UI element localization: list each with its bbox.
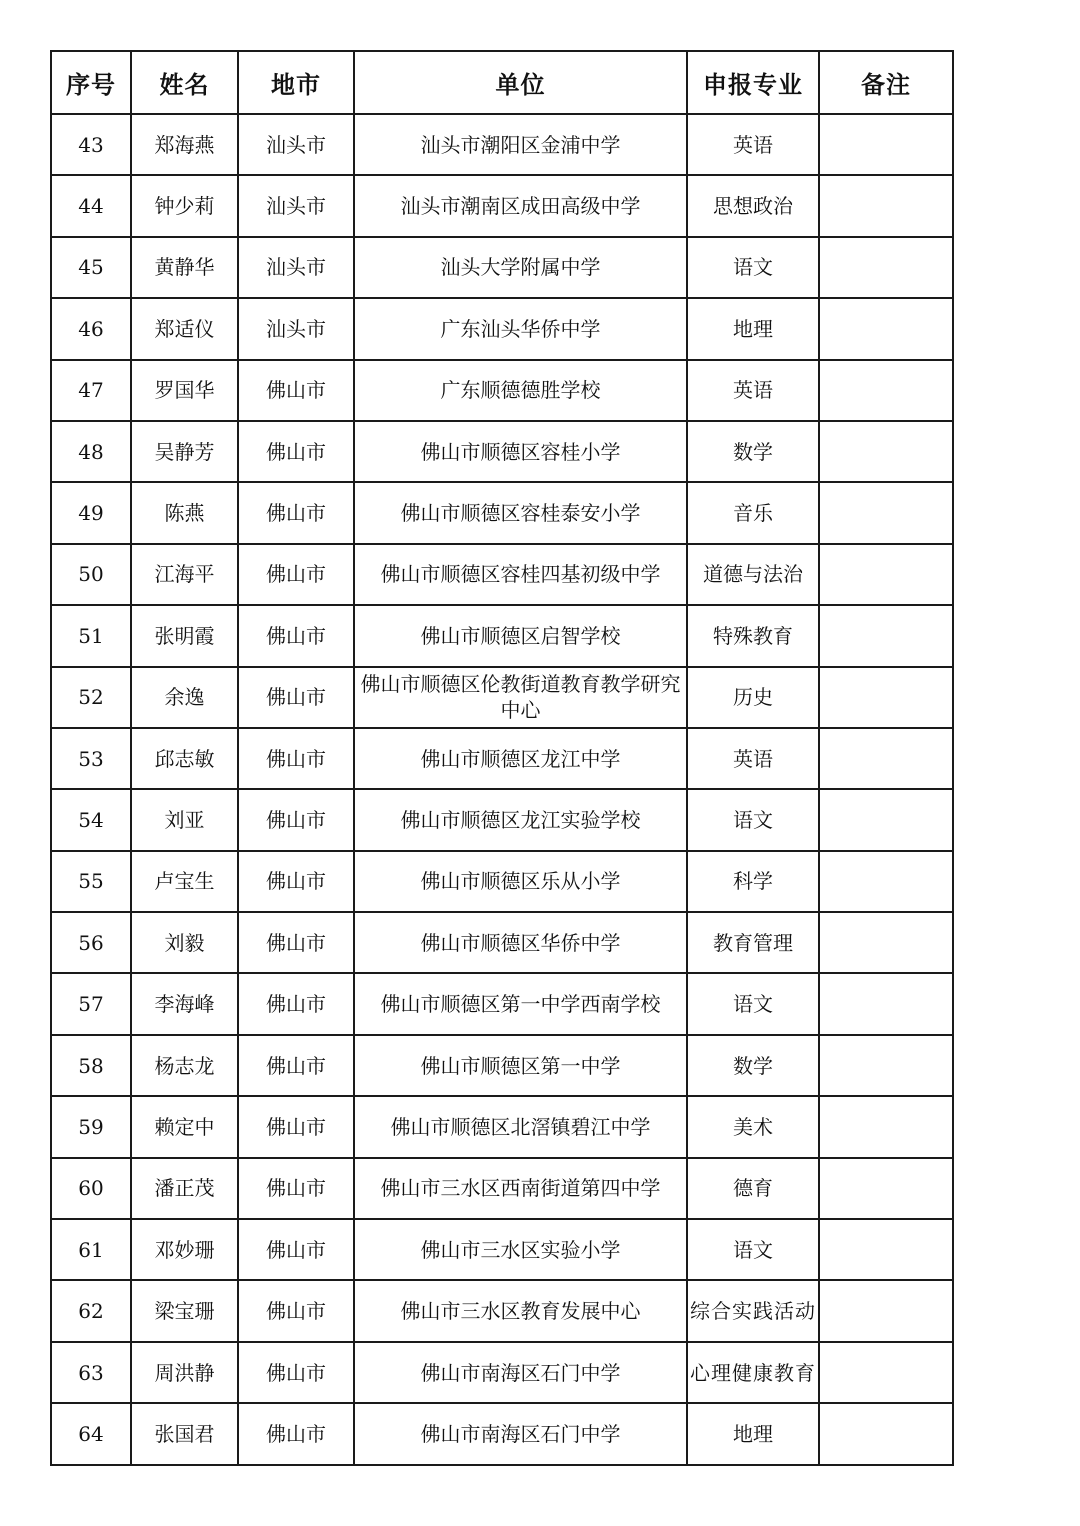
cell-no: 61 <box>51 1219 131 1280</box>
header-city: 地市 <box>238 51 354 114</box>
cell-name: 邱志敏 <box>131 728 238 789</box>
cell-no: 55 <box>51 851 131 912</box>
table-row <box>51 360 953 421</box>
cell-major: 数学 <box>687 1035 819 1096</box>
cell-city: 汕头市 <box>238 298 354 359</box>
cell-major: 综合实践活动 <box>687 1280 819 1341</box>
cell-no: 57 <box>51 973 131 1034</box>
cell-unit: 佛山市顺德区龙江中学 <box>354 728 687 789</box>
cell-city: 佛山市 <box>238 1403 354 1464</box>
cell-name: 潘正茂 <box>131 1158 238 1219</box>
table-row <box>51 482 953 543</box>
header-name: 姓名 <box>131 51 238 114</box>
table-row <box>51 789 953 850</box>
table-row <box>51 605 953 666</box>
cell-unit: 佛山市顺德区第一中学 <box>354 1035 687 1096</box>
cell-city: 佛山市 <box>238 1158 354 1219</box>
cell-city: 佛山市 <box>238 482 354 543</box>
cell-remark <box>819 482 953 543</box>
cell-name: 陈燕 <box>131 482 238 543</box>
cell-city: 佛山市 <box>238 1035 354 1096</box>
table-row <box>51 175 953 236</box>
cell-remark <box>819 605 953 666</box>
cell-name: 黄静华 <box>131 237 238 298</box>
cell-city: 佛山市 <box>238 1342 354 1403</box>
cell-remark <box>819 728 953 789</box>
cell-no: 51 <box>51 605 131 666</box>
cell-name: 邓妙珊 <box>131 1219 238 1280</box>
header-unit: 单位 <box>354 51 687 114</box>
cell-major: 音乐 <box>687 482 819 543</box>
cell-city: 佛山市 <box>238 1280 354 1341</box>
cell-remark <box>819 175 953 236</box>
cell-remark <box>819 298 953 359</box>
cell-city: 佛山市 <box>238 1219 354 1280</box>
cell-name: 刘亚 <box>131 789 238 850</box>
cell-no: 44 <box>51 175 131 236</box>
cell-major: 语文 <box>687 237 819 298</box>
cell-no: 64 <box>51 1403 131 1464</box>
cell-city: 佛山市 <box>238 605 354 666</box>
table-row <box>51 1280 953 1341</box>
cell-name: 郑海燕 <box>131 114 238 175</box>
cell-no: 63 <box>51 1342 131 1403</box>
cell-unit: 佛山市三水区实验小学 <box>354 1219 687 1280</box>
cell-remark <box>819 114 953 175</box>
cell-unit: 广东汕头华侨中学 <box>354 298 687 359</box>
cell-city: 佛山市 <box>238 789 354 850</box>
cell-name: 梁宝珊 <box>131 1280 238 1341</box>
table-row <box>51 912 953 973</box>
header-remark: 备注 <box>819 51 953 114</box>
cell-remark <box>819 667 953 728</box>
cell-unit: 汕头市潮南区成田高级中学 <box>354 175 687 236</box>
cell-major: 地理 <box>687 1403 819 1464</box>
table-row <box>51 667 953 728</box>
table-header <box>51 51 953 114</box>
cell-city: 佛山市 <box>238 421 354 482</box>
cell-major: 数学 <box>687 421 819 482</box>
table-row <box>51 114 953 175</box>
cell-unit: 佛山市顺德区伦教街道教育教学研究中心 <box>354 667 687 728</box>
cell-unit: 佛山市顺德区启智学校 <box>354 605 687 666</box>
cell-unit: 佛山市南海区石门中学 <box>354 1403 687 1464</box>
cell-major: 心理健康教育 <box>687 1342 819 1403</box>
cell-no: 43 <box>51 114 131 175</box>
cell-major: 德育 <box>687 1158 819 1219</box>
table-row <box>51 1403 953 1464</box>
cell-major: 英语 <box>687 360 819 421</box>
cell-city: 佛山市 <box>238 973 354 1034</box>
cell-city: 佛山市 <box>238 912 354 973</box>
cell-name: 江海平 <box>131 544 238 605</box>
cell-city: 汕头市 <box>238 114 354 175</box>
cell-remark <box>819 544 953 605</box>
table-row <box>51 1342 953 1403</box>
table-row <box>51 851 953 912</box>
cell-city: 佛山市 <box>238 1096 354 1157</box>
table-row <box>51 1096 953 1157</box>
table-row <box>51 728 953 789</box>
cell-no: 50 <box>51 544 131 605</box>
cell-remark <box>819 1096 953 1157</box>
cell-no: 47 <box>51 360 131 421</box>
cell-major: 科学 <box>687 851 819 912</box>
cell-no: 48 <box>51 421 131 482</box>
cell-no: 60 <box>51 1158 131 1219</box>
cell-unit: 佛山市顺德区容桂小学 <box>354 421 687 482</box>
cell-major: 英语 <box>687 114 819 175</box>
cell-city: 汕头市 <box>238 237 354 298</box>
cell-no: 53 <box>51 728 131 789</box>
table-row <box>51 544 953 605</box>
cell-remark <box>819 1158 953 1219</box>
cell-no: 58 <box>51 1035 131 1096</box>
cell-remark <box>819 789 953 850</box>
cell-no: 46 <box>51 298 131 359</box>
cell-remark <box>819 851 953 912</box>
cell-unit: 佛山市顺德区龙江实验学校 <box>354 789 687 850</box>
table-body <box>51 114 953 1465</box>
cell-no: 49 <box>51 482 131 543</box>
cell-unit: 佛山市南海区石门中学 <box>354 1342 687 1403</box>
cell-city: 佛山市 <box>238 667 354 728</box>
table-row <box>51 1158 953 1219</box>
cell-city: 汕头市 <box>238 175 354 236</box>
table-row <box>51 973 953 1034</box>
roster-table <box>50 50 954 1466</box>
cell-no: 54 <box>51 789 131 850</box>
cell-remark <box>819 1219 953 1280</box>
cell-unit: 佛山市顺德区容桂四基初级中学 <box>354 544 687 605</box>
table-row <box>51 298 953 359</box>
header-no: 序号 <box>51 51 131 114</box>
cell-no: 45 <box>51 237 131 298</box>
cell-major: 语文 <box>687 973 819 1034</box>
cell-unit: 广东顺德德胜学校 <box>354 360 687 421</box>
cell-no: 52 <box>51 667 131 728</box>
cell-name: 李海峰 <box>131 973 238 1034</box>
cell-unit: 佛山市顺德区北滘镇碧江中学 <box>354 1096 687 1157</box>
cell-major: 道德与法治 <box>687 544 819 605</box>
cell-remark <box>819 912 953 973</box>
cell-name: 余逸 <box>131 667 238 728</box>
header-row <box>51 51 953 114</box>
cell-no: 56 <box>51 912 131 973</box>
cell-unit: 汕头大学附属中学 <box>354 237 687 298</box>
cell-remark <box>819 237 953 298</box>
table-row <box>51 421 953 482</box>
table-row <box>51 237 953 298</box>
cell-name: 刘毅 <box>131 912 238 973</box>
cell-name: 吴静芳 <box>131 421 238 482</box>
cell-name: 卢宝生 <box>131 851 238 912</box>
cell-city: 佛山市 <box>238 728 354 789</box>
cell-name: 张明霞 <box>131 605 238 666</box>
cell-unit: 佛山市三水区西南街道第四中学 <box>354 1158 687 1219</box>
cell-name: 赖定中 <box>131 1096 238 1157</box>
cell-unit: 汕头市潮阳区金浦中学 <box>354 114 687 175</box>
cell-city: 佛山市 <box>238 851 354 912</box>
cell-remark <box>819 360 953 421</box>
cell-remark <box>819 1035 953 1096</box>
cell-name: 罗国华 <box>131 360 238 421</box>
cell-name: 杨志龙 <box>131 1035 238 1096</box>
cell-unit: 佛山市顺德区容桂泰安小学 <box>354 482 687 543</box>
cell-no: 62 <box>51 1280 131 1341</box>
cell-remark <box>819 973 953 1034</box>
cell-unit: 佛山市顺德区乐从小学 <box>354 851 687 912</box>
table-row <box>51 1219 953 1280</box>
cell-city: 佛山市 <box>238 360 354 421</box>
cell-major: 地理 <box>687 298 819 359</box>
cell-major: 教育管理 <box>687 912 819 973</box>
cell-major: 英语 <box>687 728 819 789</box>
cell-unit: 佛山市顺德区华侨中学 <box>354 912 687 973</box>
table-row <box>51 1035 953 1096</box>
cell-major: 历史 <box>687 667 819 728</box>
cell-unit: 佛山市顺德区第一中学西南学校 <box>354 973 687 1034</box>
cell-remark <box>819 1403 953 1464</box>
cell-remark <box>819 1342 953 1403</box>
header-major: 申报专业 <box>687 51 819 114</box>
cell-major: 美术 <box>687 1096 819 1157</box>
cell-name: 周洪静 <box>131 1342 238 1403</box>
cell-name: 郑适仪 <box>131 298 238 359</box>
cell-major: 思想政治 <box>687 175 819 236</box>
cell-name: 钟少莉 <box>131 175 238 236</box>
cell-no: 59 <box>51 1096 131 1157</box>
cell-name: 张国君 <box>131 1403 238 1464</box>
cell-remark <box>819 421 953 482</box>
cell-unit: 佛山市三水区教育发展中心 <box>354 1280 687 1341</box>
cell-city: 佛山市 <box>238 544 354 605</box>
cell-major: 语文 <box>687 789 819 850</box>
cell-remark <box>819 1280 953 1341</box>
cell-major: 特殊教育 <box>687 605 819 666</box>
cell-major: 语文 <box>687 1219 819 1280</box>
